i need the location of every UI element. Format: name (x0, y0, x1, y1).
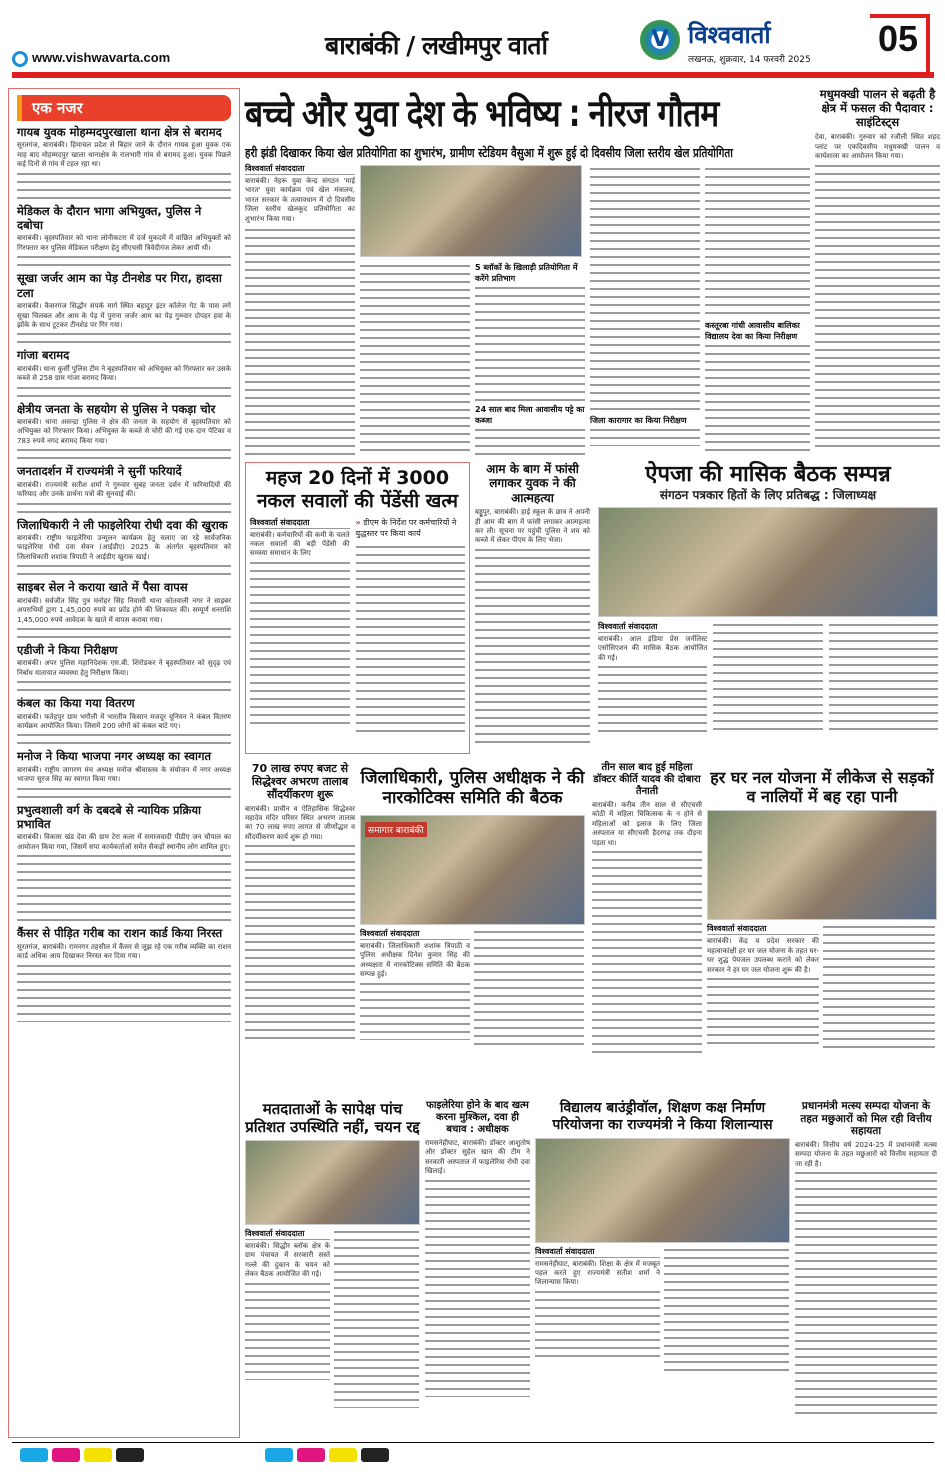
body-text-block (829, 621, 938, 731)
brief-body: बाराबंकी। राज्यमंत्री सतीश शर्मा ने गुरुवार सुबह जनता दर्शन में फरियादियों की फरियाद और उनके प्रार्थना पत्रों की सुनवाई की। (17, 480, 231, 499)
article-body: बाराबंकी। वित्तीय वर्ष 2024-25 में प्रधानमंत्री मत्स्य सम्पदा योजना के तहत मछुआरों को वित्तीय सहायता दी जा रही है। (795, 1140, 937, 1168)
brief-body: बाराबंकी। थाना असन्द्रा पुलिस ने क्षेत्र की जनता के सहयोग से बृहस्पतिवार को अभियुक्त को गिरफ्तार किया। अभियुक्त के कब्जे से चोरी की गई एक दान पेटिका व 783 रुपये नगद बरामद किया गया। (17, 418, 231, 445)
brand-logo: V (640, 20, 680, 60)
meeting-photo (245, 1140, 420, 1225)
body-text-block (17, 678, 231, 692)
article-body: बाराबंकी। सिद्धौर ब्लॉक क्षेत्र के ग्राम पंचायत में सरकारी सस्ते गल्ले की दुकान के चयन को लेकर बैठक आयोजित की गई। (245, 1242, 330, 1279)
brief-headline: प्रभुत्वशाली वर्ग के दबदबे से न्यायिक प्रक्रिया प्रभावित (17, 802, 202, 832)
brief-headline: कैंसर से पीड़ित गरीब का राशन कार्ड किया निरस्त (17, 926, 223, 941)
article-body: बाराबंकी। कर्मचारियों की कमी के चलते नकल सवालों की बड़ी पेंडेंसी की समस्या समाधान के लिए (250, 530, 350, 558)
headline: मतदाताओं के सापेक्ष पांच प्रतिशत उपस्थिति नहीं, चयन रद्द (245, 1100, 420, 1136)
main-article-col3 (475, 262, 585, 456)
body-text-block (598, 663, 707, 733)
brief-headline: गांजा बरामद (17, 348, 70, 363)
color-swatch (52, 1448, 80, 1462)
suicide-article (475, 462, 590, 746)
brief-body: बाराबंकी। राष्ट्रीय जागरण मंच अध्यक्ष मनोज श्रीवास्तव के संयोजन में नगर अध्यक्ष भाजपा सूरज सिंह का स्वागत किया गया। (17, 765, 231, 784)
sports-event-photo (360, 165, 582, 257)
headline: हर घर नल योजना में लीकेज से सड़कों व नालियों में बह रहा पानी (710, 768, 934, 807)
byline: विश्ववार्ता संवाददाता (245, 163, 355, 175)
body-text-block (360, 262, 470, 452)
body-text-block (425, 1177, 530, 1397)
byline: विश्ववार्ता संवाददाता (245, 1228, 330, 1240)
body-text-block (815, 162, 940, 452)
byline: विश्ववार्ता संवाददाता (598, 621, 707, 633)
brief-body: बाराबंकी। थाना कुर्सी पुलिस टीम ने बृहस्पतिवार को अभियुक्त को गिरफ्तार कर उसके कब्जे से 258 ग्राम गांजा बरामद किया। (17, 364, 231, 383)
headline: 70 लाख रुपए बजट से सिद्धेश्वर अभरण तालाब सौंदर्यीकरण शुरू (251, 762, 349, 802)
hall-banner: समागार बाराबंकी (365, 822, 427, 837)
brand-name: विश्ववार्ता (688, 21, 771, 49)
headline: तीन साल बाद हुई महिला डॉक्टर कीर्ति यादव की दोबारा तैनाती (593, 762, 701, 797)
brief-body: बाराबंकी। विकास खंड देवा की ग्राम टेरा कला में समाजवादी पीडीए जन चौपाल का आयोजन किया गया, जिसमें सपा कार्यकर्ताओं समेत सैकड़ों स्थानीय लोग शामिल हुए। (17, 833, 231, 851)
body-text-block (17, 785, 231, 799)
brief-headline: जनतादर्शन में राज्यमंत्री ने सुनीं फरियादें (17, 464, 182, 479)
talab-article (245, 762, 355, 1042)
body-text-block (17, 446, 231, 460)
body-text-block (705, 165, 810, 320)
body-text-block (250, 559, 350, 729)
doctor-article (592, 762, 702, 1058)
body-text-block (590, 165, 700, 415)
narcotics-article (360, 768, 585, 1048)
article-body: बाराबंकी। प्राचीन व ऐतिहासिक सिद्धेश्वर महादेव मंदिर परिसर स्थित अभरण तालाब का 70 लाख रुपए लागत से जीर्णोद्धार व सौंदर्यीकरण कार्य शुरू हो गया। (245, 804, 355, 841)
byline: विश्ववार्ता संवाददाता (707, 923, 819, 935)
subhead: संगठन पत्रकार हितों के लिए प्रतिबद्ध : जिलाध्यक्ष (659, 488, 877, 503)
brief-body: बाराबंकी। बृहस्पतिवार को थाना लोनीकटरा में दर्ज मुकदमें में वांछित अभियुक्तों को गिरफ्तार कर पुलिस मेडिकल परीक्षण हेतु सीएचसी त्रिवेदीगंज लेकर आयी थी। (17, 234, 231, 252)
foundation-stone-photo (535, 1138, 790, 1243)
brief-headline: साइबर सेल ने कराया खाते में पैसा वापस (17, 580, 188, 595)
brief-headline: मेडिकल के दौरान भागा अभियुक्त, पुलिस ने दबोचा (17, 203, 202, 233)
body-text-block (475, 426, 585, 456)
headline: ऐपजा की मासिक बैठक सम्पन्न (645, 462, 891, 487)
page-number: 05 (870, 14, 930, 76)
headline: जिलाधिकारी, पुलिस अधीक्षक ने की नारकोटिक्स समिति की बैठक (360, 768, 585, 809)
body-text-block (17, 500, 231, 514)
subhead: 24 साल बाद मिला आवासीय पट्टे का कब्जा (475, 405, 585, 425)
brief-body: बाराबंकी। राष्ट्रीय फाइलेरिया उन्मूलन कार्यक्रम हेतु चलाए जा रहे सार्वजनिक फाइलेरिया रोधी दवा सेवन (आईडीए) 2025 के अंतर्गत बृहस्पतिवार को जिलाधिकारी शशांक त्रिपाठी ने आईडीए खुराक खाई। (17, 533, 231, 561)
main-subhead: हरी झंडी दिखाकर किया खेल प्रतियोगिता का शुभारंभ, ग्रामीण स्टेडियम वैसुआ में शुरू हुई दो दिवसीय जिला स्तरीय खेल प्रतियोगिता (245, 145, 733, 160)
article-body: बाराबंकी। करीब तीन साल से सीएचसी कोठी में महिला चिकित्सक के न होने से महिलाओं को इलाज के लिए जिला अस्पताल या सीएचसी हैदरगढ़ तक दौड़ना पड़ता था। (592, 801, 702, 847)
quote-chevron-icon: » (355, 517, 361, 527)
pendency-article (245, 462, 470, 754)
body-text-block (664, 1246, 789, 1376)
brief-headline: एडीजी ने किया निरीक्षण (17, 642, 118, 657)
section-title: बाराबंकी / लखीमपुर वार्ता (325, 31, 547, 60)
vidyalaya-article (535, 1100, 790, 1376)
body-text-block (17, 731, 231, 745)
article-body: बाराबंकी। आल इंडिया प्रेस जर्नलिस्ट एसोसिएशन की मासिक बैठक आयोजित की गई। (598, 634, 708, 662)
main-headline: बच्चे और युवा देश के भविष्य : नीरज गौतम (245, 92, 719, 135)
body-text-block (245, 226, 355, 456)
article-body: बाराबंकी। केंद्र व प्रदेश सरकार की महत्वाकांक्षी हर घर जल योजना के तहत घर-घर शुद्ध पेयजल उपलब्ध कराने को लेकर सरकार ने हर घर जल योजना शुरू की है। (707, 937, 819, 974)
body-text-block (17, 852, 231, 922)
apja-article (598, 462, 938, 733)
headline: विद्यालय बाउंड्रीवॉल, शिक्षण कक्ष निर्माण परियोजना का राज्यमंत्री ने किया शिलान्यास (552, 1100, 773, 1133)
brief-headline: गायब युवक मोहम्मदपुरखाला थाना क्षेत्र से बरामद (17, 125, 222, 139)
body-text-block (356, 543, 465, 733)
website-link[interactable] (12, 50, 170, 67)
byline: विश्ववार्ता संवाददाता (535, 1246, 660, 1258)
body-text-block (795, 1169, 937, 1419)
browser-icon (12, 51, 28, 67)
body-text-block (590, 426, 700, 446)
color-swatch (20, 1448, 48, 1462)
headline: मधुमक्खी पालन से बढ़ती है क्षेत्र में फसल की पैदावार : साइंटिस्ट्स (819, 87, 936, 129)
brief-body: बाराबंकी। सर्वजीत सिंह पुत्र मनोहर सिंह निवासी थाना कोतवाली नगर ने साइबर अपराधियों द्वारा 1,45,000 रुपये का फ्रॉड होने की शिकायत की। सम्पूर्ण धनराशि 1,45,000 रुपये आवेदक के खाते में वापस कराया गया। (17, 596, 231, 624)
subhead: कस्तूरबा गांधी आवासीय बालिका विद्यालय देवा का किया निरीक्षण (705, 321, 800, 341)
main-article-col5 (705, 165, 810, 452)
color-swatch (265, 1448, 293, 1462)
meeting-photo (360, 815, 585, 925)
main-article-col4 (590, 165, 700, 446)
body-text-block (334, 1228, 419, 1408)
byline: विश्ववार्ता संवाददाता (250, 517, 350, 529)
body-text-block (535, 1288, 660, 1358)
color-swatch (297, 1448, 325, 1462)
brief-headline: क्षेत्रीय जनता के सहयोग से पुलिस ने पकड़ा चोर (17, 401, 216, 416)
body-text-block (475, 546, 590, 746)
body-text-block (713, 621, 822, 731)
brief-headline: मनोज ने किया भाजपा नगर अध्यक्ष का स्वागत (17, 749, 212, 764)
brief-body: सूरतगंज, बाराबंकी। हिमाचल प्रदेश से बिहार जाने के दौरान गायब हुआ युवक एक माह बाद मोहम्मदपुर खाला थानाक्षेत्र के रालभारी गांव से बरामद हुआ। युवक पिछले कई दिनों से गांव में टहल रहा था। (17, 141, 231, 169)
body-text-block (475, 284, 585, 404)
byline: विश्ववार्ता संवाददाता (360, 928, 470, 940)
subhead: जिला कारागार का किया निरीक्षण (590, 416, 687, 425)
color-swatch (361, 1448, 389, 1462)
matsya-article (795, 1100, 937, 1419)
body-text-block (474, 928, 584, 1048)
nal-article (707, 768, 937, 1053)
article-body: बाराबंकी। जिलाधिकारी शशांक त्रिपाठी व पुलिस अधीक्षक दिनेश कुमार सिंह की अध्यक्षता में नारकोटिक्स समिति की बैठक सम्पन्न हुई। (360, 941, 470, 979)
filaria-article (425, 1100, 530, 1397)
website-url: www.vishwavarta.com (32, 50, 171, 65)
brief-headline: सूखा जर्जर आम का पेड़ टीनशेड पर गिरा, हादसा टला (17, 271, 222, 300)
body-text-block (705, 342, 810, 452)
body-text-block (823, 923, 935, 1053)
meeting-photo (598, 507, 938, 617)
ek-nazar-column (8, 88, 240, 1438)
body-text-block (17, 330, 231, 344)
subhead: 5 ब्लॉकों के खिलाड़ी प्रतियोगिता में करेंगे प्रतिभाग (475, 263, 578, 283)
body-text-block (17, 625, 231, 639)
brief-body: बाराबंकी। फतेहपुर ग्राम भगौली में भारतीय किसान मजदूर यूनियन ने कंबल वितरण कार्यक्रम आयोजित किया। जिसमें 200 लोगों को कंबल बांटे गए। (17, 712, 231, 730)
article-body: बाराबंकी। नेहरू युवा केन्द्र संगठन 'माई भारत' युवा कार्यक्रम एवं खेल मंत्रालय, भारत सरकार के तत्वावधान में दो दिवसीय जिला स्तरीय खेलकूद प्रतियोगिता का शुभारंभ किया गया। (245, 177, 355, 223)
article-body: बड्डूपुर, बाराबंकी। हाई स्कूल के छात्र ने अपनी ही आम की बाग में फांसी लगाकर आत्महत्या कर ली। सूचना पर पहुंची पुलिस ने शव को कब्जे में लेकर पीएम के लिए भेजा। (475, 508, 590, 545)
headline: प्रधानमंत्री मत्स्य सम्पदा योजना के तहत मछुआरों को मिल रही वित्तीय सहायता (800, 1100, 932, 1138)
dateline: लखनऊ, शुक्रवार, 14 फरवरी 2025 (688, 55, 811, 65)
color-swatch (116, 1448, 144, 1462)
body-text-block (17, 253, 231, 267)
body-text-block (360, 980, 470, 1040)
footer-divider (12, 1442, 934, 1443)
pull-quote: डीएम के निर्देश पर कर्मचारियों ने युद्धस्तर पर किया कार्य (355, 517, 457, 538)
color-swatch (329, 1448, 357, 1462)
body-text-block (17, 170, 231, 200)
brief-headline: कंबल का किया गया वितरण (17, 696, 135, 711)
body-text-block (17, 384, 231, 398)
body-text-block (245, 842, 355, 1042)
main-article-col1 (245, 163, 355, 456)
article-body: रामसनेहीघाट, बाराबंकी। शिक्षा के क्षेत्र में मजबूत पहल करते हुए राज्यमंत्री सतीश शर्मा ने शिलान्यास किया। (535, 1259, 660, 1287)
body-text-block (17, 962, 231, 1022)
brief-headline: जिलाधिकारी ने ली फाइलेरिया रोधी दवा की खुराक (17, 517, 228, 532)
color-swatch (84, 1448, 112, 1462)
header-divider (12, 72, 934, 78)
ek-nazar-label: एक नजर (17, 95, 231, 121)
body-text-block (707, 975, 819, 1045)
beekeeping-article (815, 88, 940, 452)
headline: महज 20 दिनों में 3000 नकल सवालों की पेंडेंसी खत्म (256, 467, 459, 512)
headline: फाइलेरिया होने के बाद खत्म करना मुश्किल, दवा ही बचाव : अधीक्षक (426, 1100, 529, 1135)
headline: आम के बाग में फांसी लगाकर युवक ने की आत्महत्या (486, 462, 579, 505)
brief-body: सूरतगंज, बाराबंकी। रामनगर तहसील में कैंसर से जूझ रहे एक गरीब व्यक्ति का राशन कार्ड अधिक आय दिखाकर निरस्त कर दिया गया। (17, 942, 231, 961)
article-body: रामसनेहीघाट, बाराबंकी। डॉक्टर आशुतोष और डॉक्टर सुहेल खान की टीम ने सरकारी अस्पताल में फाइलेरिया रोधी दवा खिलाई। (425, 1139, 530, 1176)
brief-body: बाराबंकी। अपर पुलिस महानिदेशक एस.बी. शिरोडकर ने बृहस्पतिवार को सुदृढ़ एवं निर्बाध यातायात व्यवस्था हेतु निरीक्षण किया। (17, 659, 231, 677)
body-text-block (17, 562, 231, 576)
article-body: देवा, बाराबंकी। गुरुवार को रजौली स्थित शहद प्लांट पर एकदिवसीय मधुमक्खी पालन व कार्यशाला का आयोजन किया गया। (815, 133, 940, 161)
body-text-block (592, 848, 702, 1058)
body-text-block (245, 1280, 330, 1380)
leakage-photo (707, 810, 937, 920)
brief-body: बाराबंकी। कैसरगंज सिद्धौर संपर्क मार्ग स्थित बहादुर इंटर कॉलेज गेट के पास लगे सूखा चिलबल और आम के पेड़ में पुराना जर्जर आम का पेड़ गुरुवार दोपहर हवा के झोंके के साथ टूटकर टीनशेड पर गिर गया। (17, 302, 231, 329)
matdata-article (245, 1100, 420, 1408)
